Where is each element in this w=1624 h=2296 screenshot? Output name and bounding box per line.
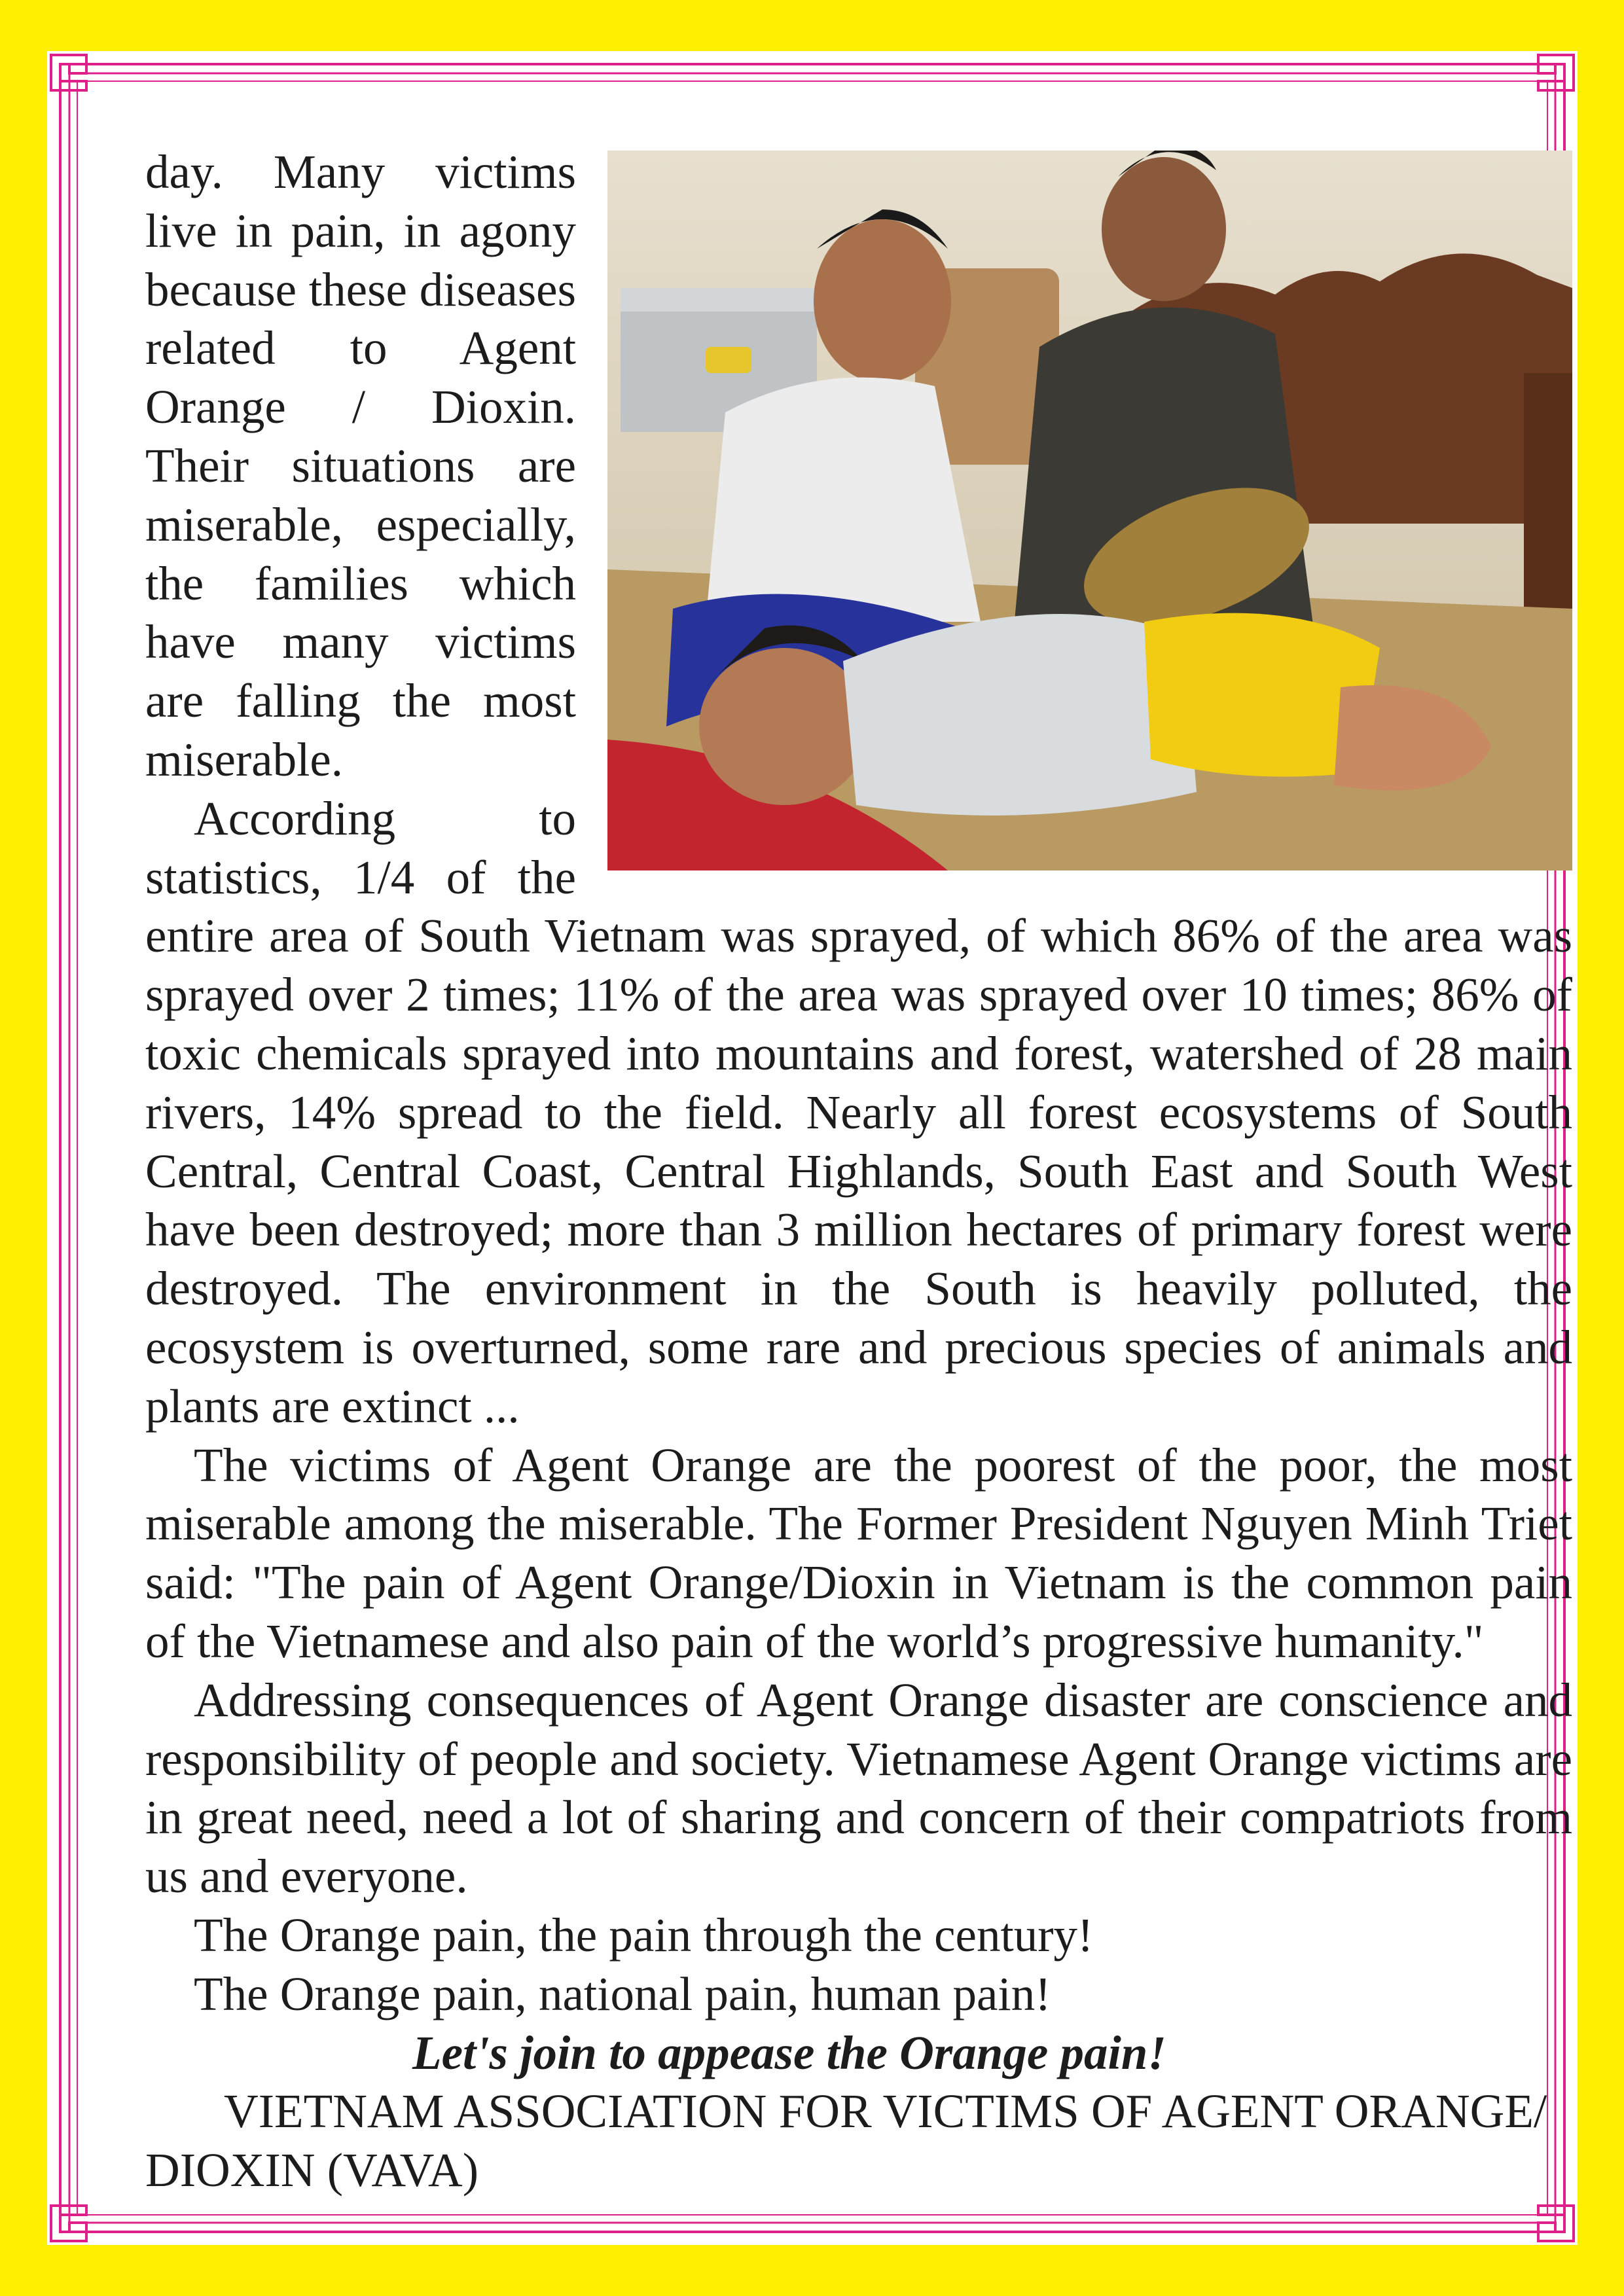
photo-illustration	[607, 151, 1572, 870]
signature-organization: VIETNAM ASSOCIATION FOR VICTIMS OF AGENT ORANGE/ DIOXIN (VAVA)	[145, 2085, 1547, 2197]
slogan: Let's join to appease the Orange pain!	[412, 2026, 1166, 2079]
paragraph-addressing-consequences: Addressing consequences of Agent Orange disaster are conscience and responsibility of people and society. Vietnamese Agent Orange victims are in great need, need a lot of sharing and concern of their compatriots from us and everyone.	[145, 1673, 1572, 1903]
article-body	[145, 143, 1572, 2200]
paragraph-poorest-of-poor: The victims of Agent Orange are the poorest of the poor, the most miserable among the miserable. The Former President Nguyen Minh Triet said: "The pain of Agent Orange/Dioxin in Vietnam is the common pain of the Vietnamese and also pain of the world’s progressive humanity."	[145, 1438, 1572, 1668]
paragraph-victims-pain: day. Many victims live in pain, in agony because these diseases related to Agent Orange / Dioxin. Their situations are miserable, especially, the families which have many victims are falling the most miserable.	[145, 145, 576, 786]
photo-caregiver-with-two-victims	[607, 151, 1572, 870]
line-pain-through-century: The Orange pain, the pain through the century!	[194, 1908, 1094, 1962]
line-national-pain: The Orange pain, national pain, human pain!	[194, 1967, 1051, 2020]
paragraph-statistics: According to statistics, 1/4 of the entire area of South Vietnam was sprayed, of which 86% of the area was sprayed over 2 times; 11% of the area was sprayed over 10 times; 86% of toxic chemicals sprayed into mountains and forest, watershed of 28 main rivers, 14% spread to the field. Nearly all forest ecosystems of South Central, Central Coast, Central Highlands, South East and South West have been destroyed; more than 3 million hectares of primary forest were destroyed. The environment in the South is heavily polluted, the ecosystem is overturned, some rare and precious species of animals and plants are extinct ...	[145, 791, 1572, 1433]
page-sheet	[47, 51, 1578, 2245]
